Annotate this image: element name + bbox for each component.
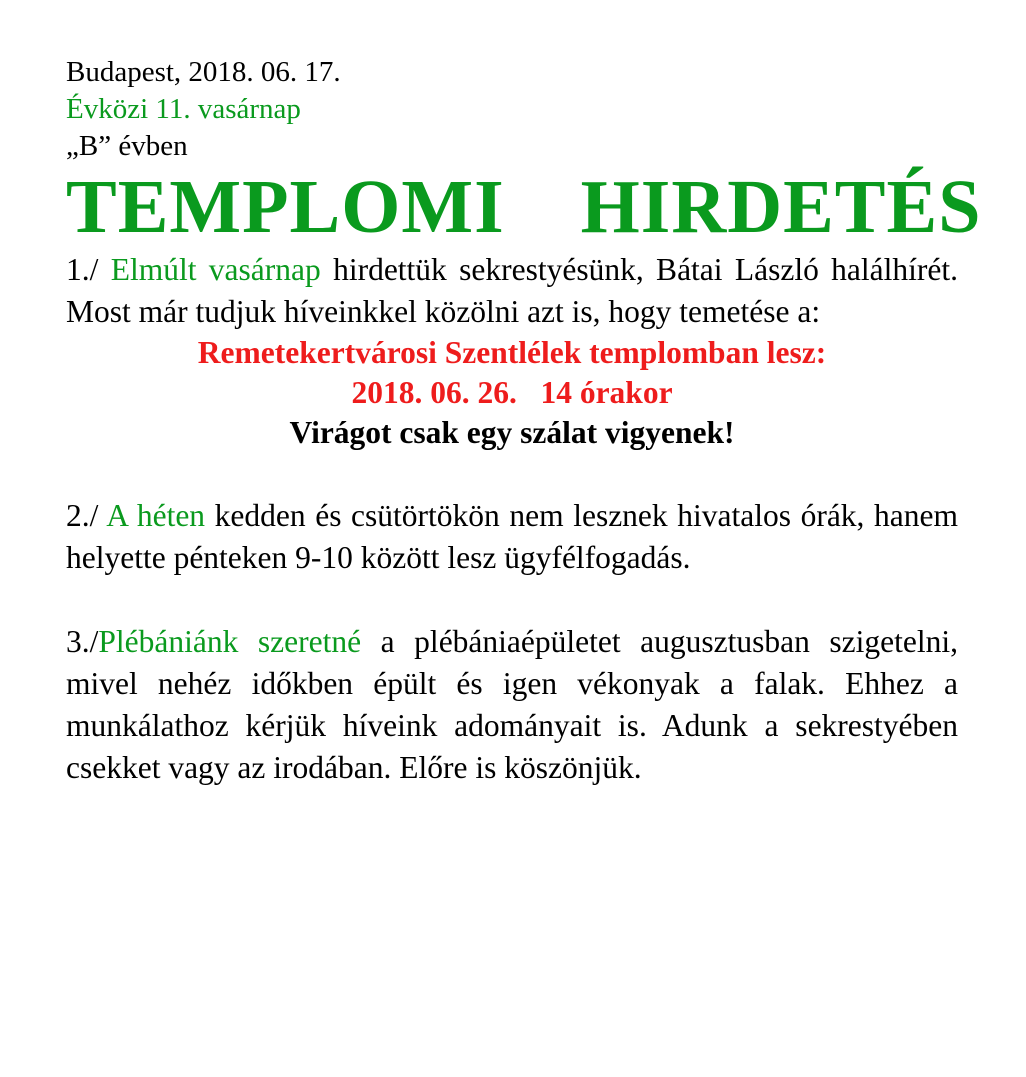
- title-text: TEMPLOMI HIRDETÉS: [66, 165, 982, 249]
- funeral-datetime: [66, 373, 958, 413]
- item-2-number: 2./: [66, 498, 107, 533]
- item-1-text: hirdettük sekrestyésünk, Bátai László halálhírét. Most már tudjuk híveinkkel közölni azt is, hogy temetése a:: [66, 252, 958, 329]
- spacer: [66, 453, 958, 495]
- announcement-document: [66, 54, 982, 789]
- flower-note: Virágot csak egy szálat vigyenek!: [289, 415, 735, 450]
- liturgical-year: „B” évben: [66, 130, 188, 162]
- item-3-highlight: Plébániánk szeretné: [98, 624, 362, 659]
- funeral-location: Remetekertvárosi Szentlélek templomban lesz:: [197, 335, 827, 370]
- spacer: [66, 579, 958, 621]
- page-title: [66, 165, 982, 249]
- announcement-item-3: [66, 621, 958, 789]
- funeral-datetime-text: 2018. 06. 26. 14 órakor: [351, 375, 673, 410]
- item-2-text: kedden és csütörtökön nem lesznek hivatalos órák, hanem helyette pénteken 9-10 között lesz ügyfélfogadás.: [66, 498, 958, 575]
- place-date: Budapest, 2018. 06. 17.: [66, 56, 341, 88]
- item-2-highlight: A héten: [106, 498, 206, 533]
- item-3-number: 3./: [66, 624, 99, 659]
- item-1-number: 1./: [66, 252, 111, 287]
- item-3-text: a plébániaépületet augusztusban szigetelni, mivel nehéz időkben épült és igen vékonyak a falak. Ehhez a munkálathoz kérjük híveink adományait is. Adunk a sekrestyében csekket vagy az irodában. Előre is köszönjük.: [66, 624, 958, 785]
- item-1-highlight: Elmúlt vasárnap: [110, 252, 321, 287]
- announcement-item-1: [66, 249, 958, 333]
- liturgical-sunday: Évközi 11. vasárnap: [66, 93, 301, 125]
- announcement-item-2: [66, 495, 958, 579]
